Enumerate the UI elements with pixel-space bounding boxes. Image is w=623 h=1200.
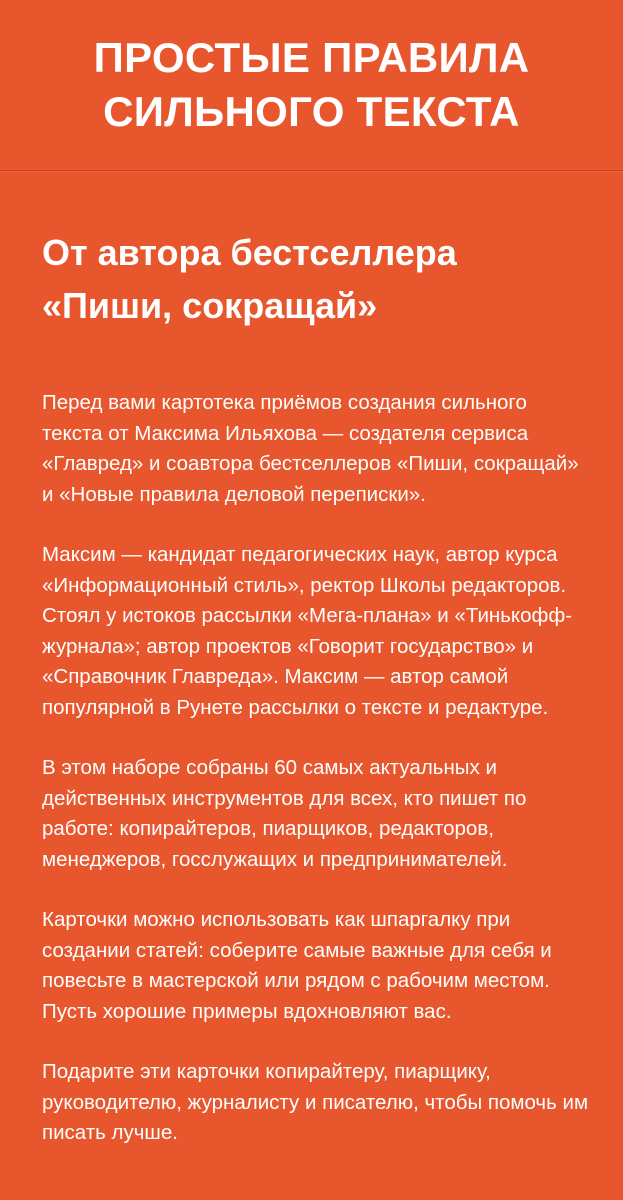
paragraph-gift: Подарите эти карточки копирайтеру, пиарщику, руководителю, журналисту и писателю, чтобы помочь им писать лучше.: [42, 1060, 589, 1144]
page-title: ПРОСТЫЕ ПРАВИЛА СИЛЬНОГО ТЕКСТА: [93, 34, 530, 135]
main-content: [42, 226, 592, 1179]
paragraph-usage: Карточки можно использовать как шпаргалку при создании статей: соберите самые важные для себя и повесьте в мастерской или рядом с рабочим местом. Пусть хорошие примеры вдохновляют вас.: [42, 908, 552, 1023]
subtitle: От автора бестселлера «Пиши, сокращай»: [42, 232, 457, 326]
paragraph-intro: Перед вами картотека приёмов создания сильного текста от Максима Ильяхова — создателя сервиса «Главред» и соавтора бестселлеров «Пиши, сокращай» и «Новые правила деловой переписки».: [42, 391, 579, 506]
paragraph-collection: В этом наборе собраны 60 самых актуальных и действенных инструментов для всех, кто пишет по работе: копирайтеров, пиарщиков, редакторов, менеджеров, госслужащих и предпринимателей.: [42, 756, 527, 871]
header-band: [0, 0, 623, 171]
paragraph-author: Максим — кандидат педагогических наук, автор курса «Информационный стиль», ректор Школы редакторов. Стоял у истоков рассылки «Мега-плана» и «Тинькофф-журнала»; автор проектов «Говорит государство» и «Справочник Главреда». Максим — автор самой популярной в Рунете рассылки о тексте и редактуре.: [42, 543, 573, 719]
